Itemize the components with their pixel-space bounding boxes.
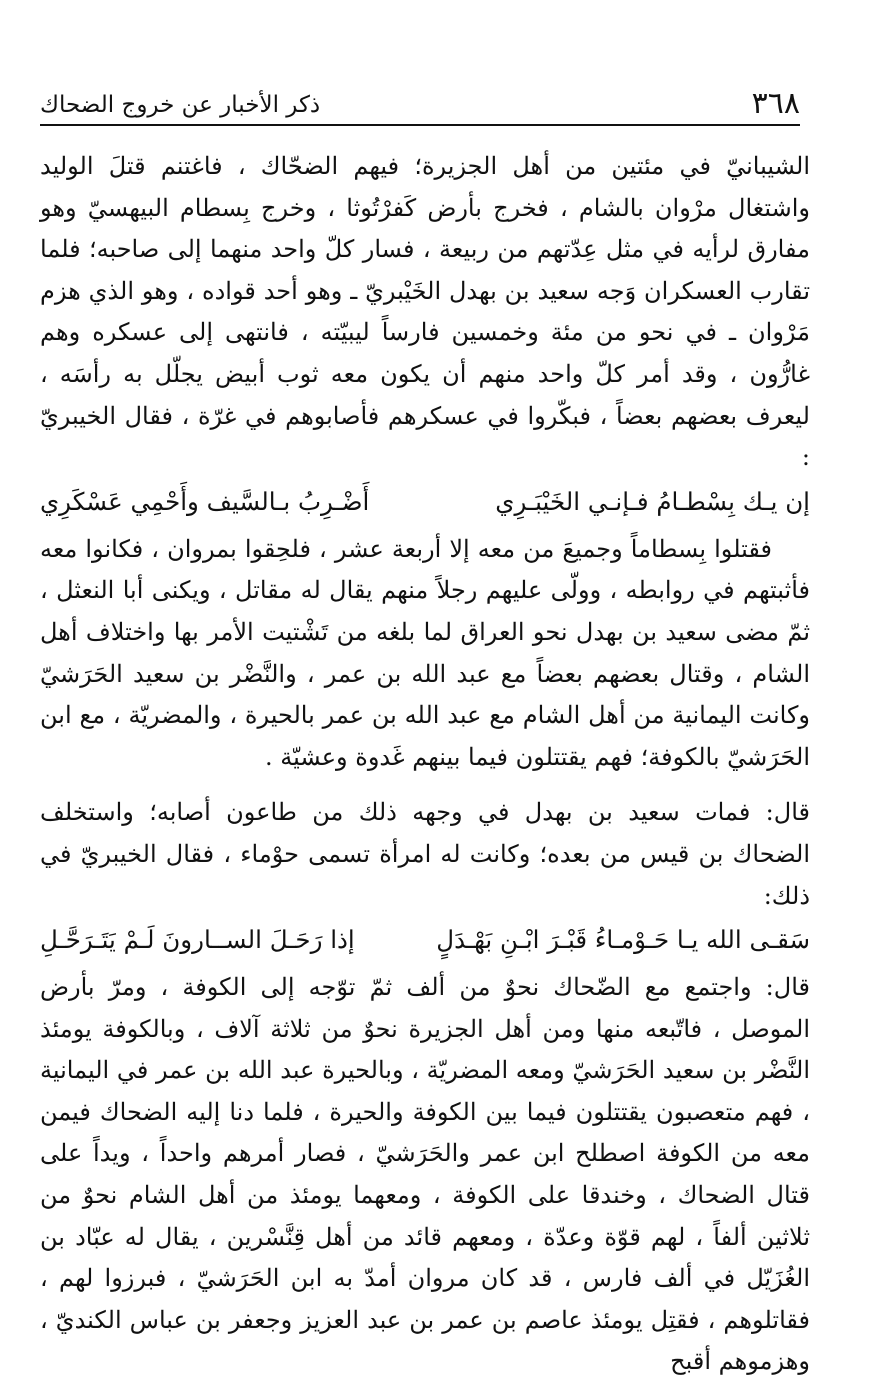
paragraph-4: قال: واجتمع مع الضّحاك نحوٌ من ألف ثمّ توّجه إلى الكوفة ، ومرّ بأرض الموصل ، فاتّبعه منها ومن أهل الجزيرة نحوٌ من ثلاثة آلاف ، وبالكوفة يومئذ النَّضْر بن سعيد الحَرَشيّ ومعه المضريّة ، وبالحيرة عبد الله بن عمر في اليمانية ، فهم متعصبون يقتتلون فيما بين الكوفة والحيرة ، فلما دنا إليه الضحاك فيمن معه من الكوفة اصطلح ابن عمر والحَرَشيّ ، فصار أمرهم واحداً ، ويداً على قتال الضحاك ، وخندقا على الكوفة ، ومعهما يومئذ من أهل الشام نحوٌ من ثلاثين ألفاً ، لهم قوّة وعدّة ، ومعهم قائد من أهل قِنَّسْرين ، يقال له عبّاد بن الغُزَيّل في ألف فارس ، قد كان مروان أمدّ به ابن الحَرَشيّ ، فبرزوا لهم ، فقاتلوهم ، فقتِل يومئذ عاصم بن عمر بن عبد العزيز وجعفر بن عباس الكنديّ ، وهزموهم أقبح	[40, 973, 810, 1376]
running-title: ذكر الأخبار عن خروج الضحاك	[40, 92, 321, 118]
verse-1-first-hemistich: إن يـك بِسْطـامُ فـإنـي الخَيْبَـرِي	[495, 486, 810, 516]
page-number: ٣٦٨	[751, 86, 800, 121]
verse-1	[40, 481, 810, 523]
verse-2	[40, 919, 810, 961]
verse-2-second-hemistich: إذا رَحَـلَ الســارونَ لَـمْ يَتَـرَحَّـلِ	[40, 925, 355, 955]
verse-2-first-hemistich: سَقـى الله يـا حَـوْمـاءُ قَبْـرَ ابْـنِ بَهْـدَلٍ	[436, 925, 810, 955]
page-body	[40, 146, 810, 1383]
paragraph-gap	[40, 778, 810, 792]
paragraph-2: فقتلوا بِسطاماً وجميعَ من معه إلا أربعة عشر ، فلحِقوا بمروان ، فكانوا معه فأثبتهم في روابطه ، وولّى عليهم رجلاً منهم يقال له مقاتل ، ويكنى أبا النعثل ، ثمّ مضى سعيد بن بهدل نحو العراق لما بلغه من تَشْتيت الأمر بها واختلاف أهل الشام ، وقتال بعضهم بعضاً مع عبد الله بن عمر ، والنَّضْر بن سعيد الحَرَشيّ وكانت اليمانية من أهل الشام مع عبد الله بن عمر بالحيرة ، والمضريّة ، مع ابن الحَرَشيّ بالكوفة؛ فهم يقتتلون فيما بينهم غَدوة وعشيّة .	[40, 534, 810, 771]
verse-1-second-hemistich: أَضْـرِبُ بـالسَّيف وأَحْمِي عَسْكَرِي	[40, 486, 370, 516]
page-header	[40, 86, 800, 126]
paragraph-1: الشيبانيّ في مئتين من أهل الجزيرة؛ فيهم الضحّاك ، فاغتنم قتلَ الوليد واشتغال مرْوان بالشام ، فخرج بأرض كَفرْتُوثا ، وخرج بِسطام البيهسيّ وهو مفارق لرأيه في مثل عِدّتهم من ربيعة ، فسار كلّ واحد منهما إلى صاحبه؛ فلما تقارب العسكران وَجه سعيد بن بهدل الخَيْبريّ ـ وهو أحد قواده ، وهو الذي هزم مَرْوان ـ في نحو من مئة وخمسين فارساً ليبيّته ، فانتهى إلى عسكره وهم غارُّون ، وقد أمر كلّ واحد منهم أن يكون معه ثوب أبيض يجلّل به رأسَه ، ليعرف بعضهم بعضاً ، فبكّروا في عسكرهم فأصابوهم في غرّة ، فقال الخيبريّ :	[40, 152, 811, 472]
paragraph-3: قال: فمات سعيد بن بهدل في وجهه ذلك من طاعون أصابه؛ واستخلف الضحاك بن قيس من بعده؛ وكانت له امرأة تسمى حوْماء ، فقال الخيبريّ في ذلك:	[40, 798, 810, 910]
